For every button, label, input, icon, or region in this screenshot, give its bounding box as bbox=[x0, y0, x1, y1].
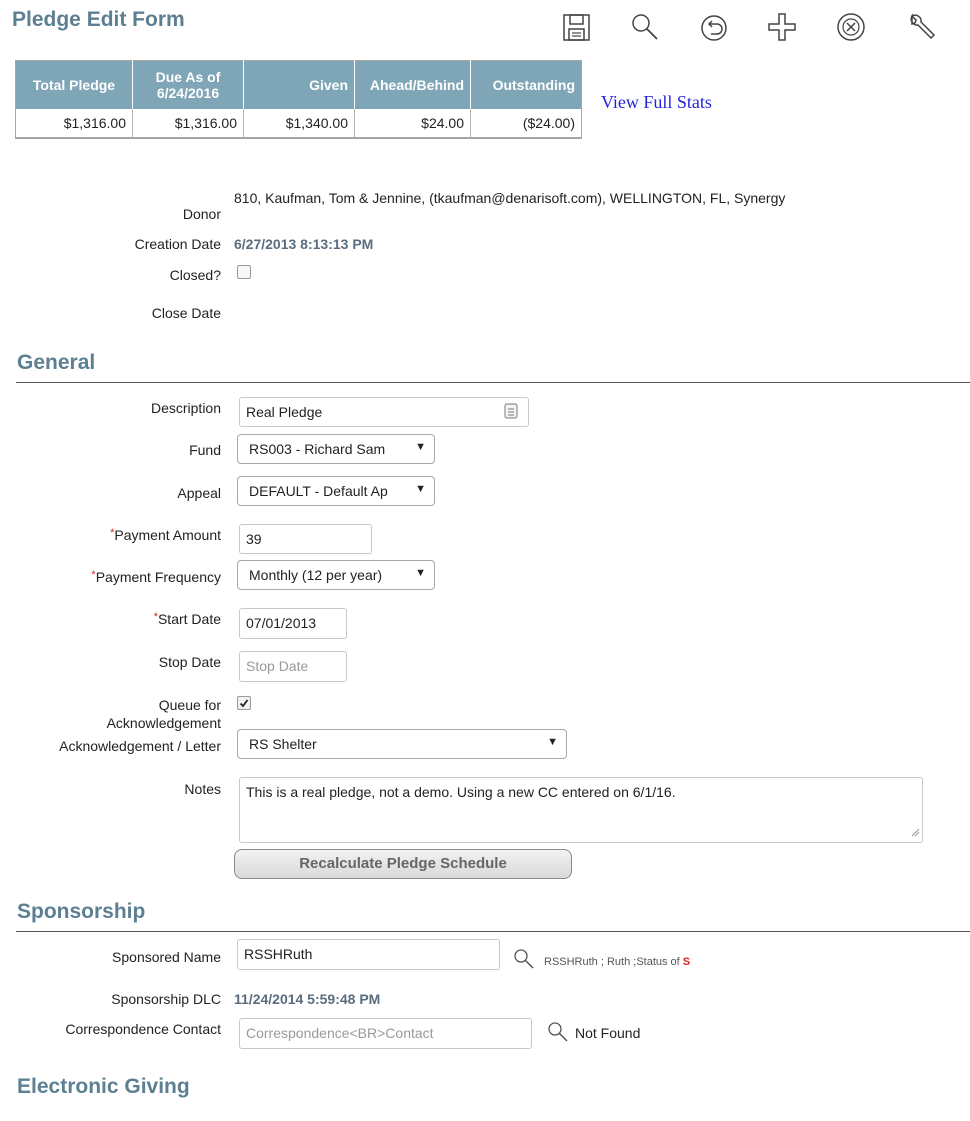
stats-row bbox=[16, 109, 582, 138]
sponsored-status-value: S bbox=[682, 956, 691, 968]
start-date-label-text: Start Date bbox=[157, 611, 221, 627]
start-date-input[interactable] bbox=[239, 608, 347, 639]
ack-letter-label: Acknowledgement / Letter bbox=[59, 738, 221, 754]
notes-label: Notes bbox=[184, 781, 221, 797]
stats-header-outstanding: Outstanding bbox=[471, 61, 582, 110]
section-general-heading: General bbox=[17, 351, 96, 374]
correspondence-contact-label: Correspondence Contact bbox=[65, 1021, 221, 1037]
chevron-down-icon: ▼ bbox=[415, 483, 426, 495]
creation-date-value: 6/27/2013 8:13:13 PM bbox=[234, 236, 374, 252]
save-icon[interactable] bbox=[560, 10, 594, 44]
stats-total-value: $1,316.00 bbox=[16, 109, 133, 138]
payment-frequency-value: Monthly (12 per year) bbox=[249, 567, 383, 583]
checkmark-icon bbox=[238, 697, 250, 709]
notes-value: This is a real pledge, not a demo. Using a new CC entered on 6/1/16. bbox=[246, 784, 676, 800]
closed-label: Closed? bbox=[169, 267, 221, 283]
sponsorship-dlc-value: 11/24/2014 5:59:48 PM bbox=[234, 991, 381, 1007]
section-sponsorship-heading: Sponsorship bbox=[17, 900, 146, 923]
sponsored-name-input[interactable] bbox=[237, 939, 500, 970]
queue-ack-label-line1: Queue for bbox=[158, 697, 221, 713]
section-electronic-giving-heading: Electronic Giving bbox=[17, 1075, 190, 1098]
queue-ack-label-line2: Acknowledgement bbox=[106, 715, 221, 731]
add-icon[interactable] bbox=[765, 10, 799, 44]
queue-ack-checkbox[interactable] bbox=[237, 696, 251, 710]
sponsored-name-search-icon[interactable] bbox=[512, 947, 536, 971]
fund-label: Fund bbox=[189, 442, 221, 458]
view-full-stats-link[interactable]: View Full Stats bbox=[601, 92, 712, 112]
description-input[interactable] bbox=[239, 397, 529, 427]
stop-date-placeholder: Stop Date bbox=[246, 658, 309, 674]
ack-letter-select[interactable] bbox=[237, 729, 567, 759]
required-marker: * bbox=[153, 611, 158, 623]
ack-letter-value: RS Shelter bbox=[249, 736, 317, 752]
correspondence-contact-search-icon[interactable] bbox=[546, 1020, 570, 1044]
required-marker: * bbox=[110, 527, 115, 539]
appeal-select[interactable] bbox=[237, 476, 435, 506]
start-date-value: 07/01/2013 bbox=[246, 615, 317, 631]
stats-given-value: $1,340.00 bbox=[244, 109, 355, 138]
settings-wrench-icon[interactable] bbox=[904, 10, 938, 44]
creation-date-label: Creation Date bbox=[134, 236, 221, 252]
stats-header-due-line2: 6/24/2016 bbox=[156, 85, 220, 101]
queue-ack-label bbox=[107, 696, 221, 732]
stats-header-due bbox=[133, 61, 244, 110]
sponsored-lookup-result bbox=[544, 956, 690, 968]
payment-amount-input[interactable] bbox=[239, 524, 372, 554]
appeal-label: Appeal bbox=[177, 485, 221, 501]
sponsored-lookup-text: RSSHRuth ; Ruth ;Status of bbox=[544, 956, 680, 968]
undo-icon[interactable] bbox=[697, 10, 731, 44]
search-icon[interactable] bbox=[628, 10, 662, 44]
payment-frequency-label bbox=[91, 569, 221, 585]
sponsorship-dlc-label: Sponsorship DLC bbox=[111, 991, 221, 1007]
chevron-down-icon: ▼ bbox=[415, 441, 426, 453]
stats-due-value: $1,316.00 bbox=[133, 109, 244, 138]
stats-header-ahead: Ahead/Behind bbox=[355, 61, 471, 110]
stop-date-input[interactable] bbox=[239, 651, 347, 682]
correspondence-contact-input[interactable] bbox=[239, 1018, 532, 1049]
chevron-down-icon: ▼ bbox=[415, 567, 426, 579]
contact-card-icon[interactable] bbox=[504, 403, 518, 422]
start-date-label bbox=[154, 611, 221, 627]
description-value: Real Pledge bbox=[246, 404, 323, 420]
sponsorship-divider bbox=[16, 931, 970, 932]
fund-select-value: RS003 - Richard Sam bbox=[249, 441, 386, 457]
stop-date-label: Stop Date bbox=[158, 654, 221, 670]
donor-value: 810, Kaufman, Tom & Jennine, (tkaufman@denarisoft.com), WELLINGTON, FL, Synergy bbox=[234, 190, 786, 206]
donor-label: Donor bbox=[182, 206, 221, 222]
payment-amount-label bbox=[110, 527, 221, 543]
recalculate-pledge-schedule-button[interactable]: Recalculate Pledge Schedule bbox=[234, 849, 572, 879]
correspondence-contact-placeholder: Correspondence<BR>Contact bbox=[246, 1025, 434, 1041]
sponsored-name-value: RSSHRuth bbox=[244, 946, 313, 962]
payment-frequency-select[interactable] bbox=[237, 560, 435, 590]
fund-select[interactable] bbox=[237, 434, 435, 464]
correspondence-contact-lookup-result: Not Found bbox=[575, 1025, 641, 1041]
payment-amount-value: 39 bbox=[246, 531, 262, 547]
sponsored-name-label: Sponsored Name bbox=[112, 949, 221, 965]
description-label: Description bbox=[150, 400, 221, 416]
resize-handle-icon[interactable] bbox=[910, 824, 920, 840]
required-marker: * bbox=[91, 569, 96, 581]
general-divider bbox=[16, 382, 970, 383]
payment-frequency-label-text: Payment Frequency bbox=[95, 569, 221, 585]
stats-outstanding-value: ($24.00) bbox=[522, 115, 575, 131]
delete-icon[interactable] bbox=[834, 10, 868, 44]
stats-header-due-line1: Due As of bbox=[155, 69, 221, 85]
close-date-label: Close Date bbox=[151, 305, 221, 321]
appeal-select-value: DEFAULT - Default Ap bbox=[249, 483, 388, 499]
pledge-stats-table bbox=[15, 60, 582, 139]
page-title: Pledge Edit Form bbox=[12, 8, 185, 31]
stats-header-total: Total Pledge bbox=[16, 61, 133, 110]
notes-textarea[interactable] bbox=[239, 777, 923, 843]
stats-ahead-value: $24.00 bbox=[355, 109, 471, 138]
stats-header-given: Given bbox=[244, 61, 355, 110]
closed-checkbox[interactable] bbox=[237, 265, 251, 279]
payment-amount-label-text: Payment Amount bbox=[114, 527, 221, 543]
chevron-down-icon: ▼ bbox=[547, 736, 558, 748]
